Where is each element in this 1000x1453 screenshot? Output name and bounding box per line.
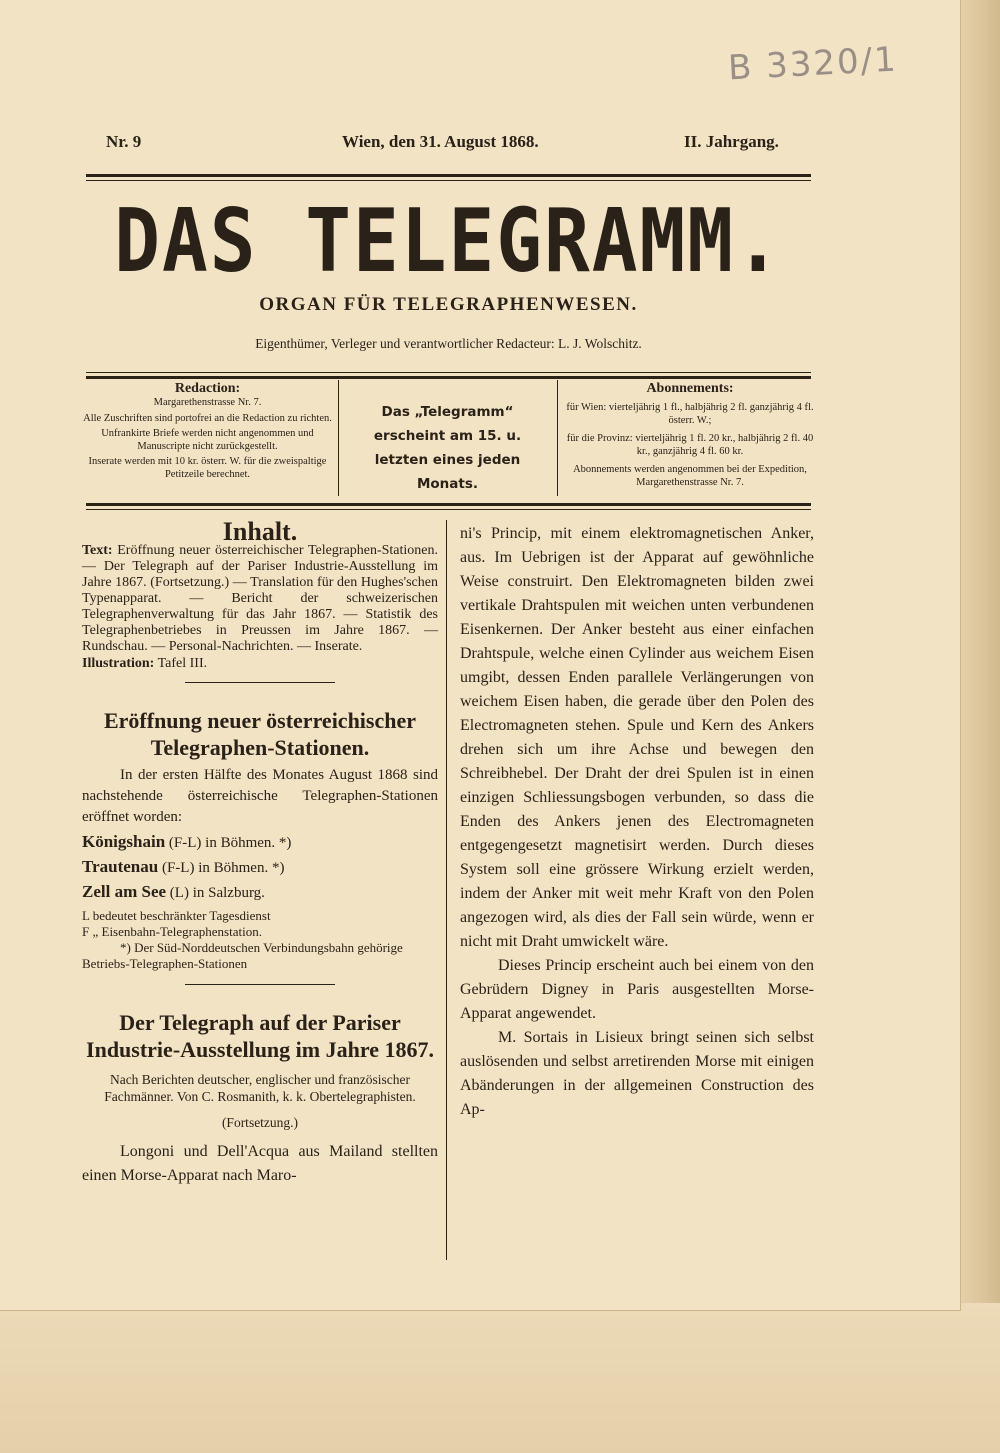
station-item <box>82 855 438 880</box>
article-paragraph: ni's Princip, mit einem elektromagnetischen Anker, aus. Im Uebrigen ist der Apparat auf gewöhnliche Weise construirt. Den Elektromagneten bilden zwei vertikale Drahtspulen mit weichen unten verbundenen Eisenkernen. Der Anker besteht aus einer einfachen Drahtspule, welche einen Cylinder aus weichem Eisen umgibt, dessen Enden parallele Verlängerungen von weichem Eisen haben, die gerade über den Polen des Electromagneten stehen. Spule und Kern des Ankers drehen sich um ihre Achse und bewegen den Schreibhebel. Der Draht der drei Spulen ist in einen einzigen Schliessungsbogen verbunden, so dass die Enden des Ankers jenen des Electromagneten entgegengesetzt magnetisirt werden. Durch dieses System soll eine grössere Wirkung erzielt werden, indem der Anker mit weit mehr Kraft von den Polen angezogen wird, als dies der Fall sein würde, wenn er nicht mit Draht umwickelt wäre. <box>460 525 814 950</box>
station-name: Zell am See <box>82 882 167 901</box>
issue-number: Nr. 9 <box>106 132 142 151</box>
contents-head: Inhalt. <box>222 517 298 546</box>
article2-continued: (Fortsetzung.) <box>221 1115 299 1130</box>
abonnements-line: Abonnements werden angenommen bei der Expedition, Margarethenstrasse Nr. 7. <box>573 464 807 488</box>
redaction-head: Redaction: <box>174 381 241 396</box>
redaction-box <box>80 381 335 499</box>
illustration-label: Illustration: <box>82 656 155 671</box>
issue-date: Wien, den 31. August 1868. <box>342 132 539 151</box>
owner-line: Eigenthümer, Verleger und verantwortlicher Redacteur: L. J. Wolschitz. <box>255 336 642 351</box>
station-name: Trautenau <box>82 857 159 876</box>
page-edge-bottom <box>0 1303 1000 1453</box>
left-column <box>82 517 438 1188</box>
shelfmark: B 3320/1 <box>727 39 899 89</box>
article2-byline: Nach Berichten deutscher, englischer und französischer Fachmänner. Von C. Rosmanith, k. k. Obertelegraphisten. <box>104 1072 416 1104</box>
station-note: L bedeutet beschränkter Tagesdienst <box>82 908 271 923</box>
abonnements-box <box>565 381 815 499</box>
abonnements-head: Abonnements: <box>646 381 734 396</box>
illustration-value: Tafel III. <box>157 656 208 671</box>
page-edge-right <box>955 0 1000 1453</box>
article-paragraph: Dieses Princip erscheint auch bei einem von den Gebrüdern Digney in Paris ausgestellten Morse-Apparat angewendet. <box>460 957 814 1022</box>
contents-illustration <box>82 656 438 672</box>
station-name: Königshain <box>82 832 166 851</box>
publication-notice: Das „Telegramm“ erscheint am 15. u. letzten eines jeden Monats. <box>373 404 522 492</box>
section-rule <box>185 984 335 985</box>
station-item <box>82 880 438 905</box>
right-column <box>460 522 814 1122</box>
redaction-line: Alle Zuschriften sind portofrei an die Redaction zu richten. <box>83 412 332 424</box>
station-note: F „ Eisenbahn-Telegraphenstation. <box>82 924 262 939</box>
redaction-line: Inserate werden mit 10 kr. österr. W. für die zweispaltige Petitzeile berechnet. <box>88 456 327 480</box>
info-divider <box>557 380 558 496</box>
article1-head: Eröffnung neuer österreichischer Telegraphen-Stationen. <box>103 708 417 760</box>
contents-list: Eröffnung neuer österreichischer Telegraphen-Stationen. — Der Telegraph auf der Pariser Industrie-Ausstellung im Jahre 1867. (Fortsetzung.) — Translation für den Hughes'schen Typenapparat. — Bericht der schweizerischen Telegraphenverwaltung für das Jahr 1867. — Statistik des Telegraphenbetriebes in Preussen im Jahre 1867. — Rundschau. — Personal-Nachrichten. — Inserate. <box>82 543 438 654</box>
station-note: *) Der Süd-Norddeutschen Verbindungsbahn gehörige Betriebs-Telegraphen-Stationen <box>82 940 403 971</box>
article1-intro: In der ersten Hälfte des Monates August 1868 sind nachstehende österreichische Telegraphen-Stationen eröffnet worden: <box>82 767 438 825</box>
article-paragraph: M. Sortais in Lisieux bringt seinen sich selbst auslösenden und selbst arretirenden Morse mit einigen Abänderungen in der allgemeinen Construction des Ap- <box>460 1029 814 1118</box>
masthead-title: DAS TELEGRAMM. <box>114 189 783 292</box>
section-rule <box>185 682 335 683</box>
station-detail: (F-L) in Böhmen. *) <box>161 860 285 876</box>
info-rule-bottom-thick <box>86 503 811 506</box>
article2-head: Der Telegraph auf der Pariser Industrie-Ausstellung im Jahre 1867. <box>86 1010 434 1062</box>
column-divider <box>446 520 447 1260</box>
station-detail: (F-L) in Böhmen. *) <box>168 835 292 851</box>
redaction-line: Unfrankirte Briefe werden nicht angenommen und Manuscripte nicht zurückgestellt. <box>101 428 314 452</box>
contents-text-label: Text: <box>82 543 113 558</box>
station-detail: (L) in Salzburg. <box>169 885 265 901</box>
abonnements-line: für Wien: vierteljährig 1 fl., halbjährig 2 fl. ganzjährig 4 fl. österr. W.; <box>566 402 814 426</box>
info-rule-top-thick <box>86 376 811 379</box>
redaction-address: Margarethenstrasse Nr. 7. <box>153 397 262 408</box>
header-rule-thin <box>86 180 811 181</box>
info-divider <box>338 380 339 496</box>
info-rule-bottom-thin <box>86 509 811 510</box>
article2-body: Longoni und Dell'Acqua aus Mailand stellten einen Morse-Apparat nach Maro- <box>82 1143 438 1184</box>
station-item <box>82 830 438 855</box>
issue-volume: II. Jahrgang. <box>684 132 779 151</box>
masthead-subtitle: ORGAN FÜR TELEGRAPHENWESEN. <box>259 294 638 315</box>
info-rule-top-thin <box>86 372 811 373</box>
abonnements-line: für die Provinz: vierteljährig 1 fl. 20 kr., halbjährig 2 fl. 40 kr., ganzjährig 4 fl. 60 kr. <box>566 433 814 457</box>
contents-text <box>82 543 438 655</box>
header-rule-thick <box>86 174 811 177</box>
